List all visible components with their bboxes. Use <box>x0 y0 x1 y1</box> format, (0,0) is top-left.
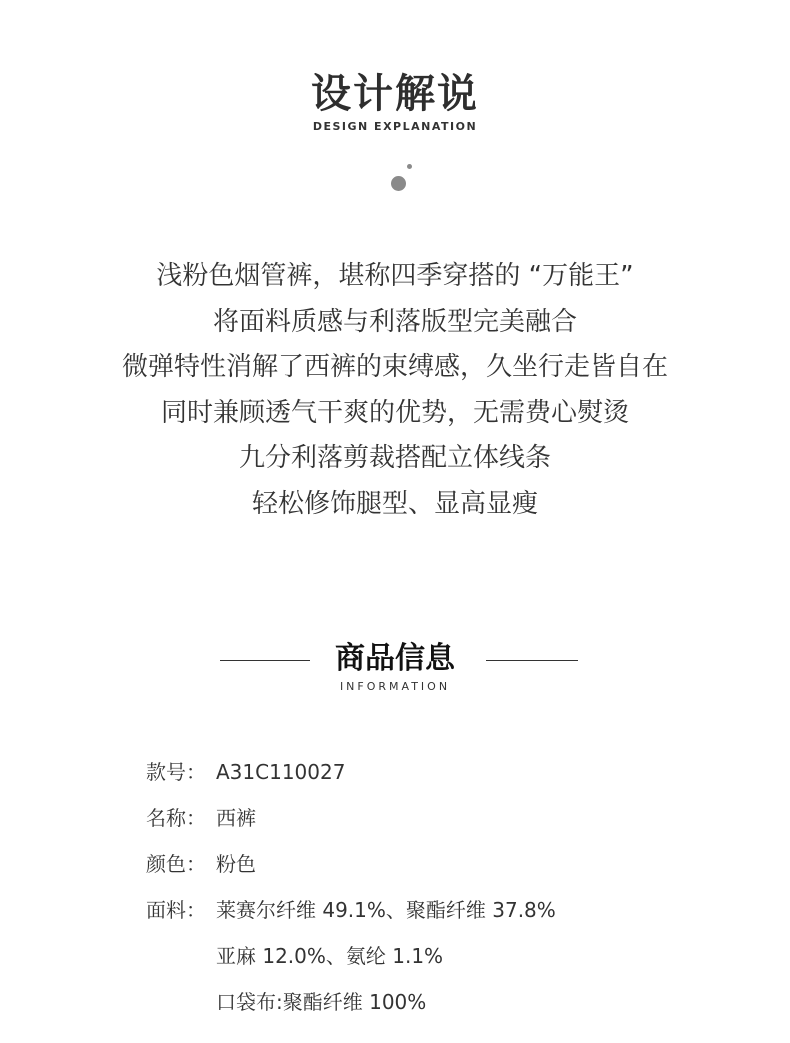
spec-row-fabric-continued <box>146 938 556 984</box>
spec-row-pocket-lining <box>146 984 556 1030</box>
spec-label: 面料： <box>146 898 206 922</box>
design-description <box>0 254 790 527</box>
spec-row-style-number <box>146 754 556 800</box>
description-line: 浅粉色烟管裤，堪称四季穿搭的 “万能王” <box>156 261 634 291</box>
spec-value: 粉色 <box>216 852 256 876</box>
info-title: 商品信息 <box>335 641 455 676</box>
spec-label <box>146 984 216 1030</box>
description-line: 微弹特性消解了西裤的束缚感，久坐行走皆自在 <box>121 352 668 382</box>
spec-value: 亚麻 12.0%、氨纶 1.1% <box>216 944 444 968</box>
spec-row-color <box>146 846 556 892</box>
decorative-dot <box>391 176 406 191</box>
description-line: 九分利落剪裁搭配立体线条 <box>238 443 551 473</box>
spec-label: 款号： <box>146 760 206 784</box>
info-subtitle: INFORMATION <box>339 680 451 693</box>
spec-label: 颜色： <box>146 852 206 876</box>
description-line: 将面料质感与利落版型完美融合 <box>212 306 577 337</box>
design-title: 设计解说 <box>311 71 479 117</box>
spec-value: 口袋布:聚酯纤维 100% <box>216 990 427 1014</box>
spec-list <box>146 754 556 1030</box>
design-subtitle: DESIGN EXPLANATION <box>312 120 478 133</box>
description-line: 同时兼顾透气干爽的优势，无需费心熨烫 <box>160 397 629 428</box>
spec-label: 名称： <box>146 806 206 830</box>
description-line: 轻松修饰腿型、显高显瘦 <box>251 488 538 519</box>
spec-row-name <box>146 800 556 846</box>
spec-value: 莱赛尔纤维 49.1%、聚酯纤维 37.8% <box>216 898 556 922</box>
spec-label <box>146 938 216 984</box>
spec-row-fabric <box>146 892 556 938</box>
decorative-small-dot <box>407 164 412 169</box>
spec-value: 西裤 <box>216 806 256 830</box>
spec-value: A31C110027 <box>216 760 346 784</box>
